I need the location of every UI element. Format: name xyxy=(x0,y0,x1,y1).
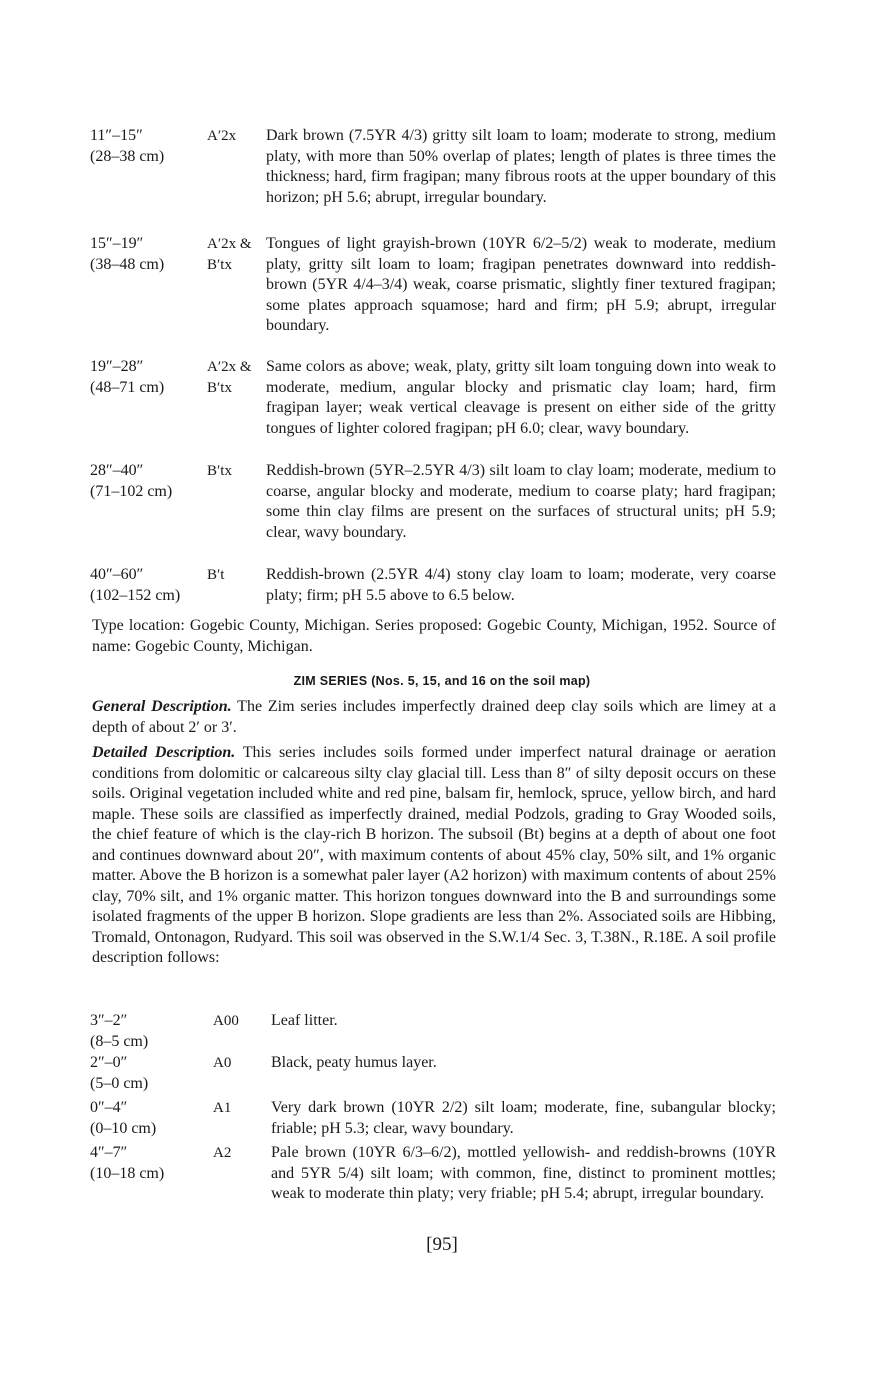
horizon-code: A1 xyxy=(213,1100,232,1116)
horizon-depth: 0″–4″ (0–10 cm) xyxy=(90,1099,157,1137)
horizon-code: B′tx xyxy=(207,463,232,479)
horizon-depth: 2″–0″ (5–0 cm) xyxy=(90,1054,149,1092)
type-location-paragraph: Type location: Gogebic County, Michigan. Series proposed: Gogebic County, Michigan, 1952. Source of name: Gogebic County, Michigan. xyxy=(92,617,776,655)
horizon-description: Leaf litter. xyxy=(271,1012,338,1029)
horizon-description: Dark brown (7.5YR 4/3) gritty silt loam to loam; moderate to strong, medium platy, with more than 50% overlap of plates; length of plates is three times the thickness; hard, firm fragipan; many fibrous roots at the upper boundary of this horizon; pH 5.6; abrupt, irregular boundary. xyxy=(266,127,776,206)
horizon-depth: 3″–2″ (8–5 cm) xyxy=(90,1012,149,1050)
horizon-description: Reddish-brown (5YR–2.5YR 4/3) silt loam to clay loam; moderate, medium to coarse, angular blocky and moderate, medium to coarse platy; hard fragipan; some thin clay films are present on the surfaces of structural units; pH 5.9; clear, wavy boundary. xyxy=(266,462,776,541)
detailed-description-paragraph xyxy=(92,743,776,969)
horizon-depth: 19″–28″ (48–71 cm) xyxy=(90,358,165,396)
horizon-depth: 4″–7″ (10–18 cm) xyxy=(90,1144,165,1182)
horizon-description: Very dark brown (10YR 2/2) silt loam; moderate, fine, subangular blocky; friable; pH 5.3; clear, wavy boundary. xyxy=(271,1099,776,1137)
horizon-code: A′2x & B′tx xyxy=(207,236,252,273)
general-description-lead: General Description. xyxy=(92,698,232,715)
horizon-code: A00 xyxy=(213,1013,239,1029)
horizon-code: A′2x & B′tx xyxy=(207,359,252,396)
section-heading: ZIM SERIES (Nos. 5, 15, and 16 on the soil map) xyxy=(293,674,591,688)
horizon-code: A2 xyxy=(213,1145,232,1161)
detailed-description-text: This series includes soils formed under imperfect natural drainage or aeration conditions from dolomitic or calcareous silty clay glacial till. Less than 8″ of silty deposit occurs on these soils. Original vegetation included white and red pine, balsam fir, hemlock, spruce, yellow birch, and hard maple. These soils are classified as imperfectly drained, medial Podzols, grading to Gray Wooded soils, the chief feature of which is the clay-rich B horizon. The subsoil (Bt) begins at a depth of about one foot and continues downward about 20″, with maximum contents of about 45% clay, 50% silt, and 1% organic matter. Above the B horizon is a somewhat paler layer (A2 horizon) with maximum contents of about 25% clay, 70% silt, and 1% organic matter. This horizon tongues downward into the B and surroundings some isolated fragments of the upper B horizon. Slope gradients are less than 2%. Associated soils are Hibbing, Tromald, Ontonagon, Rudyard. This soil was observed in the S.W.1/4 Sec. 3, T.38N., R.18E. A soil profile description follows: xyxy=(92,744,777,966)
horizon-description: Same colors as above; weak, platy, gritty silt loam tonguing down into weak to moderate, medium, angular blocky and prismatic clay loam; hard, firm fragipan layer; weak vertical cleavage is present on either side of the gritty tongues of lighter colored fragipan; pH 6.0; clear, wavy boundary. xyxy=(266,358,776,437)
horizon-description: Reddish-brown (2.5YR 4/4) stony clay loam to loam; moderate, very coarse platy; firm; pH 5.5 above to 6.5 below. xyxy=(266,566,776,604)
horizon-code: B′t xyxy=(207,567,225,583)
general-description-paragraph xyxy=(92,697,776,738)
horizon-description: Black, peaty humus layer. xyxy=(271,1054,437,1071)
horizon-code: A0 xyxy=(213,1055,232,1071)
horizon-depth: 15″–19″ (38–48 cm) xyxy=(90,235,165,273)
horizon-code: A′2x xyxy=(207,128,237,144)
general-description-text: The Zim series includes imperfectly drained deep clay soils which are limey at a depth of about 2′ or 3′. xyxy=(92,698,776,736)
horizon-description: Tongues of light grayish-brown (10YR 6/2–5/2) weak to moderate, medium platy, gritty silt loam to loam; fragipan penetrates downward into reddish-brown (5YR 4/4–3/4) weak, coarse prismatic, slightly finer textured fragipan; some plates approach squamose; hard and firm; pH 5.9; abrupt, irregular boundary. xyxy=(266,235,776,334)
detailed-description-lead: Detailed Description. xyxy=(92,744,236,761)
horizon-depth: 40″–60″ (102–152 cm) xyxy=(90,566,181,604)
page-number: [95] xyxy=(426,1234,458,1255)
horizon-depth: 11″–15″ (28–38 cm) xyxy=(90,127,165,165)
horizon-depth: 28″–40″ (71–102 cm) xyxy=(90,462,173,500)
horizon-description: Pale brown (10YR 6/3–6/2), mottled yellowish- and reddish-browns (10YR and 5YR 5/4) silt loam; with common, fine, distinct to prominent mottles; weak to moderate thin platy; very friable; pH 5.4; abrupt, irregular boundary. xyxy=(271,1144,776,1202)
